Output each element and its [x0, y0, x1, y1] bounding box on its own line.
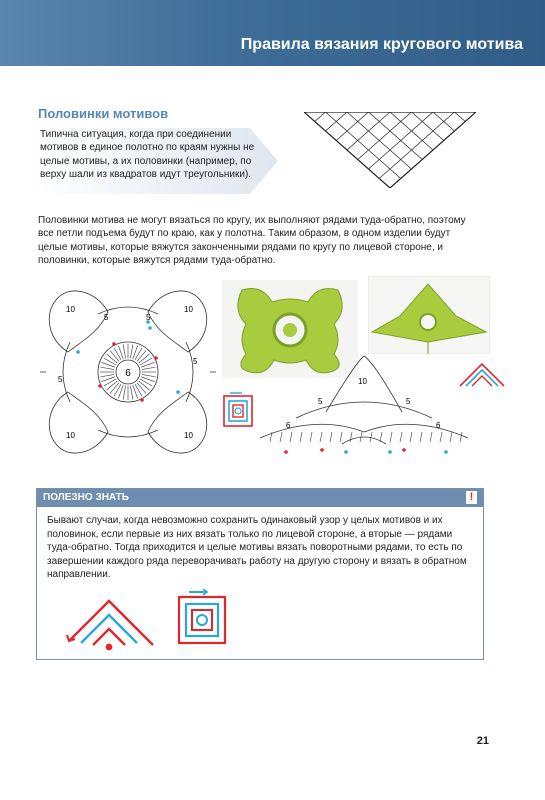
triangle-turning-rows-icon — [65, 595, 157, 651]
row-label: 10 — [66, 305, 75, 314]
callout-text: Типична ситуация, когда при соединении мотивов в единое полотно по краям нужны не целые мотивы, а их половинки (например, по верху шали из квадратов идут треугольники). — [40, 129, 255, 181]
row-label: 5 — [193, 357, 198, 366]
triangle-rows-icon — [458, 360, 506, 390]
row-label: 5 — [318, 397, 323, 406]
row-label: 6 — [286, 421, 291, 430]
exclamation-icon: ! — [466, 491, 477, 504]
row-label: 5 — [146, 313, 151, 322]
row-label: 6 — [436, 421, 441, 430]
row-label: 10 — [184, 305, 193, 314]
tip-header — [37, 489, 483, 507]
square-center-label: 6 — [125, 368, 131, 379]
row-label: 10 — [184, 431, 193, 440]
row-label: 5 — [58, 375, 63, 384]
tip-box — [36, 488, 484, 660]
page-number: 21 — [476, 735, 489, 747]
triangle-motif-chart — [256, 352, 472, 462]
page-header — [0, 0, 545, 66]
tip-text: Бывают случаи, когда невозможно сохранить одинаковый узор у целых мотивов и их половинок, если первые из них вязать только по лицевой стороне, а вторые — рядами туда-обратно. Тогда приходится и целые мотивы вязать поворотными рядами, то есть по завершении каждого ряда переворачивать работу на другую сторону и вязать в обратном направлении. — [47, 515, 467, 581]
row-label: 10 — [66, 431, 75, 440]
section-title: Половинки мотивов — [38, 106, 169, 121]
photo-triangle-motif — [368, 276, 490, 354]
row-label: 5 — [406, 397, 411, 406]
row-label: 5 — [104, 313, 109, 322]
square-turning-rows-icon — [175, 587, 231, 649]
tip-title: ПОЛЕЗНО ЗНАТЬ — [43, 492, 129, 503]
row-label: 10 — [358, 377, 367, 386]
square-rows-icon — [222, 390, 256, 430]
page-title: Правила вязания кругового мотива — [240, 36, 523, 53]
square-motif-chart — [38, 282, 218, 462]
intro-paragraph: Половинки мотива не могут вязаться по кругу, их выполняют рядами туда-обратно, поэтому все петли подъема будут по краю, как у полотна. Таким образом, в одном изделии будут целые мотивы, которые вяжутся законченными рядами по кругу по лицевой стороне, и половинки, которые вяжутся рядами туда-обратно. — [38, 215, 466, 267]
shawl-grid-diagram — [304, 112, 476, 188]
